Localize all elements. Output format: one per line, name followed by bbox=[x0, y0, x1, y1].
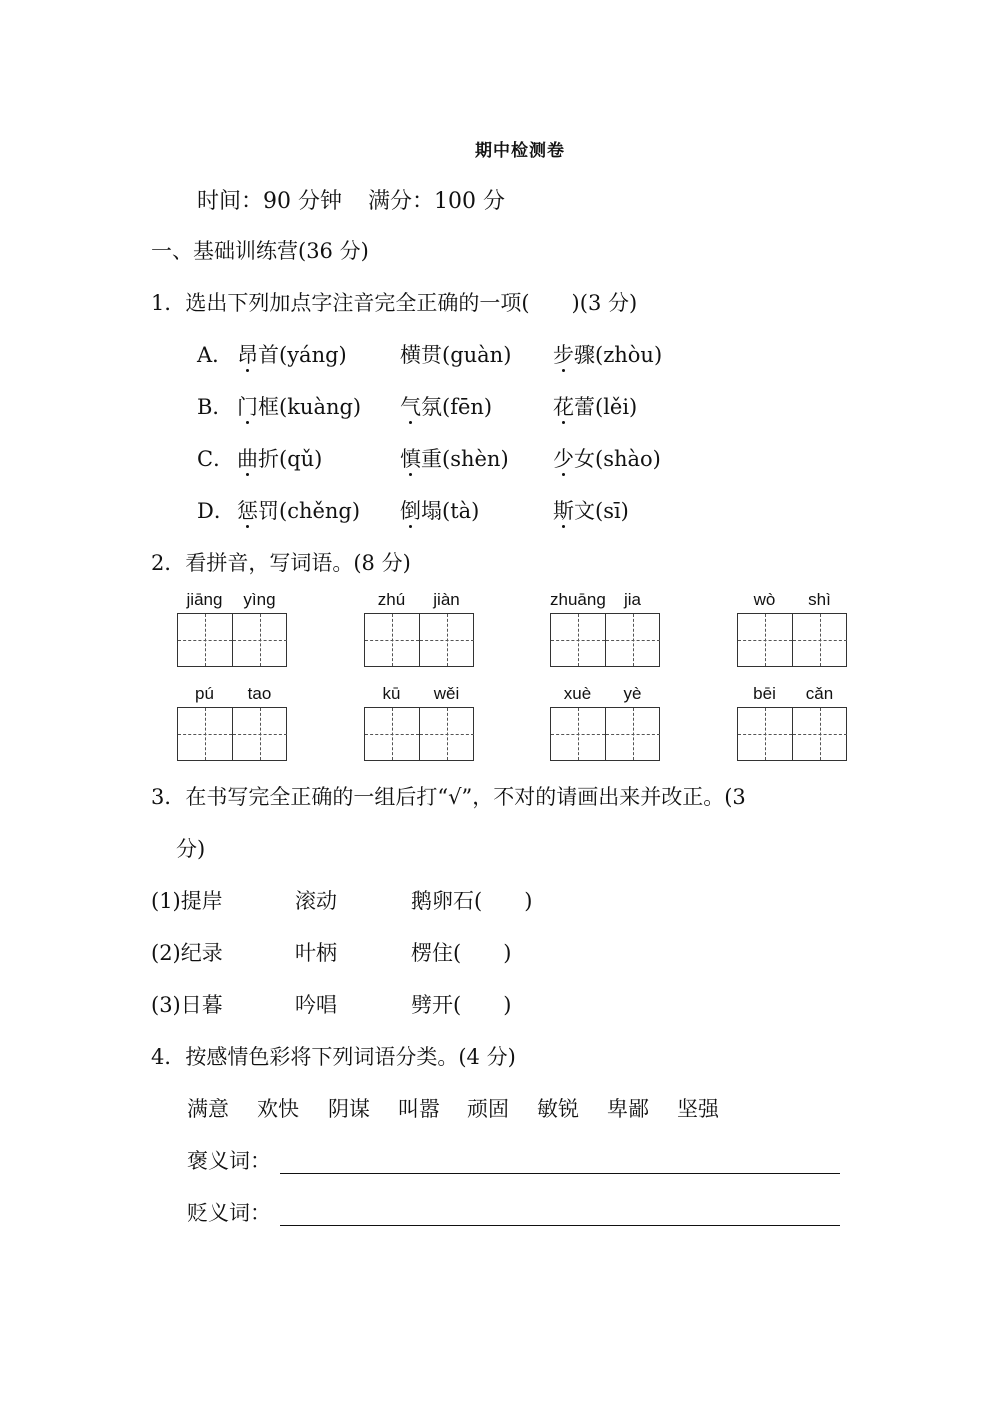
pinyin-label: tao bbox=[247, 684, 272, 703]
writing-box[interactable] bbox=[177, 613, 287, 667]
q4-stem: 4．按感情色彩将下列词语分类。(4 分) bbox=[151, 1045, 516, 1069]
writing-box[interactable] bbox=[364, 707, 474, 761]
writing-box[interactable] bbox=[177, 707, 287, 761]
classify-word: 顽固 bbox=[467, 1097, 509, 1121]
pinyin-label: wò bbox=[753, 590, 776, 609]
pinyin-label: jiàn bbox=[433, 590, 460, 609]
q1-option-item bbox=[553, 444, 661, 474]
option-rest: 折(qǔ) bbox=[258, 447, 323, 471]
exam-time: 时间：90 分钟 bbox=[197, 189, 342, 214]
derog-label: 贬义词： bbox=[187, 1201, 271, 1225]
q1-option-item bbox=[237, 496, 360, 526]
writing-cell[interactable] bbox=[233, 708, 287, 760]
dotted-char: 横贯(guàn) bbox=[400, 343, 512, 367]
q3-word: (1)提岸 bbox=[151, 889, 223, 913]
writing-box[interactable] bbox=[737, 613, 847, 667]
option-rest: 骤(zhòu) bbox=[574, 343, 663, 367]
q1-option-label: B． bbox=[197, 395, 234, 419]
writing-box[interactable] bbox=[550, 707, 660, 761]
option-rest: 氛(fēn) bbox=[421, 395, 493, 419]
writing-cell[interactable] bbox=[551, 708, 606, 760]
pinyin-label: jia bbox=[623, 590, 641, 609]
pinyin-label: cǎn bbox=[805, 684, 834, 703]
writing-cell[interactable] bbox=[233, 614, 287, 666]
pinyin-label: zhú bbox=[377, 590, 406, 609]
page-title: 期中检测卷 bbox=[475, 141, 565, 161]
writing-box[interactable] bbox=[737, 707, 847, 761]
dotted-char: 花 bbox=[553, 395, 574, 419]
q1-option-item bbox=[400, 444, 509, 474]
exam-score: 满分：100 分 bbox=[368, 189, 505, 214]
derog-answer-line[interactable] bbox=[280, 1224, 840, 1226]
writing-box[interactable] bbox=[364, 613, 474, 667]
option-rest: 框(kuàng) bbox=[258, 395, 362, 419]
dotted-char: 少 bbox=[553, 447, 574, 471]
q3-answer-item[interactable]: 劈开( ) bbox=[411, 993, 512, 1017]
option-rest: 文(sī) bbox=[574, 499, 629, 523]
option-rest: 首(yáng) bbox=[258, 343, 347, 367]
q1-option-item bbox=[237, 392, 361, 422]
pinyin-label: wěi bbox=[433, 684, 460, 703]
q3-word: (2)纪录 bbox=[151, 941, 223, 965]
q3-stem-cont: 分) bbox=[176, 837, 206, 861]
q3-word: (3)日暮 bbox=[151, 993, 223, 1017]
q1-option-label: A． bbox=[197, 343, 234, 367]
pinyin-label: yè bbox=[623, 684, 642, 703]
pinyin-label: zhuāng bbox=[550, 590, 606, 609]
q1-option-item bbox=[553, 392, 637, 422]
q1-stem: 1．选出下列加点字注音完全正确的一项( )(3 分) bbox=[151, 291, 638, 315]
q1-option-label: C． bbox=[197, 447, 235, 471]
q3-word: 滚动 bbox=[295, 889, 337, 913]
q3-answer-item[interactable]: 鹅卵石( ) bbox=[411, 889, 533, 913]
writing-cell[interactable] bbox=[420, 708, 474, 760]
pinyin-label: shì bbox=[808, 590, 831, 609]
q1-option-item bbox=[400, 340, 511, 370]
section-heading: 一、基础训练营(36 分) bbox=[151, 239, 369, 263]
option-rest: 重(shèn) bbox=[421, 447, 509, 471]
writing-cell[interactable] bbox=[793, 708, 847, 760]
writing-cell[interactable] bbox=[606, 708, 660, 760]
writing-cell[interactable] bbox=[365, 614, 420, 666]
writing-cell[interactable] bbox=[178, 708, 233, 760]
option-rest: 女(shào) bbox=[574, 447, 661, 471]
dotted-char: 惩 bbox=[237, 499, 258, 523]
q1-option-label: D． bbox=[197, 499, 235, 523]
classify-word: 叫嚣 bbox=[398, 1097, 440, 1121]
dotted-char: 斯 bbox=[553, 499, 574, 523]
q1-option-item bbox=[400, 392, 492, 422]
classify-word: 卑鄙 bbox=[607, 1097, 649, 1121]
q2-stem: 2．看拼音，写词语。(8 分) bbox=[151, 551, 411, 575]
dotted-char: 倒 bbox=[400, 499, 421, 523]
dotted-char: 曲 bbox=[237, 447, 258, 471]
writing-box[interactable] bbox=[550, 613, 660, 667]
exam-info bbox=[197, 184, 505, 215]
writing-cell[interactable] bbox=[738, 614, 793, 666]
q3-word: 叶柄 bbox=[295, 941, 337, 965]
praise-answer-line[interactable] bbox=[280, 1172, 840, 1174]
writing-cell[interactable] bbox=[420, 614, 474, 666]
writing-cell[interactable] bbox=[793, 614, 847, 666]
pinyin-label: yìng bbox=[243, 590, 276, 609]
dotted-char: 昂 bbox=[237, 343, 258, 367]
pinyin-label: jiāng bbox=[186, 590, 223, 609]
classify-word: 满意 bbox=[187, 1097, 229, 1121]
dotted-char: 气 bbox=[400, 395, 421, 419]
writing-cell[interactable] bbox=[738, 708, 793, 760]
classify-word: 阴谋 bbox=[328, 1097, 370, 1121]
dotted-char: 步 bbox=[553, 343, 574, 367]
classify-word: 敏锐 bbox=[537, 1097, 579, 1121]
pinyin-label: bēi bbox=[753, 684, 776, 703]
praise-label: 褒义词： bbox=[187, 1149, 271, 1173]
classify-word: 欢快 bbox=[257, 1097, 299, 1121]
q1-option-item bbox=[400, 496, 479, 526]
q1-option-item bbox=[237, 444, 322, 474]
dotted-char: 门 bbox=[237, 395, 258, 419]
writing-cell[interactable] bbox=[551, 614, 606, 666]
classify-word: 坚强 bbox=[677, 1097, 719, 1121]
q3-answer-item[interactable]: 楞住( ) bbox=[411, 941, 512, 965]
option-rest: 罚(chěng) bbox=[258, 499, 361, 523]
option-rest: 塌(tà) bbox=[421, 499, 480, 523]
pinyin-label: xuè bbox=[563, 684, 592, 703]
dotted-char: 慎 bbox=[400, 447, 421, 471]
option-rest: 蕾(lěi) bbox=[574, 395, 638, 419]
writing-cell[interactable] bbox=[178, 614, 233, 666]
writing-cell[interactable] bbox=[365, 708, 420, 760]
q3-stem: 3．在书写完全正确的一组后打“√”，不对的请画出来并改正。(3 bbox=[151, 785, 746, 809]
q1-option-item bbox=[553, 340, 662, 370]
q1-option-item bbox=[553, 496, 629, 526]
q3-word: 吟唱 bbox=[295, 993, 337, 1017]
pinyin-label: kū bbox=[382, 684, 401, 703]
writing-cell[interactable] bbox=[606, 614, 660, 666]
pinyin-label: pú bbox=[195, 684, 214, 703]
q1-option-item bbox=[237, 340, 347, 370]
